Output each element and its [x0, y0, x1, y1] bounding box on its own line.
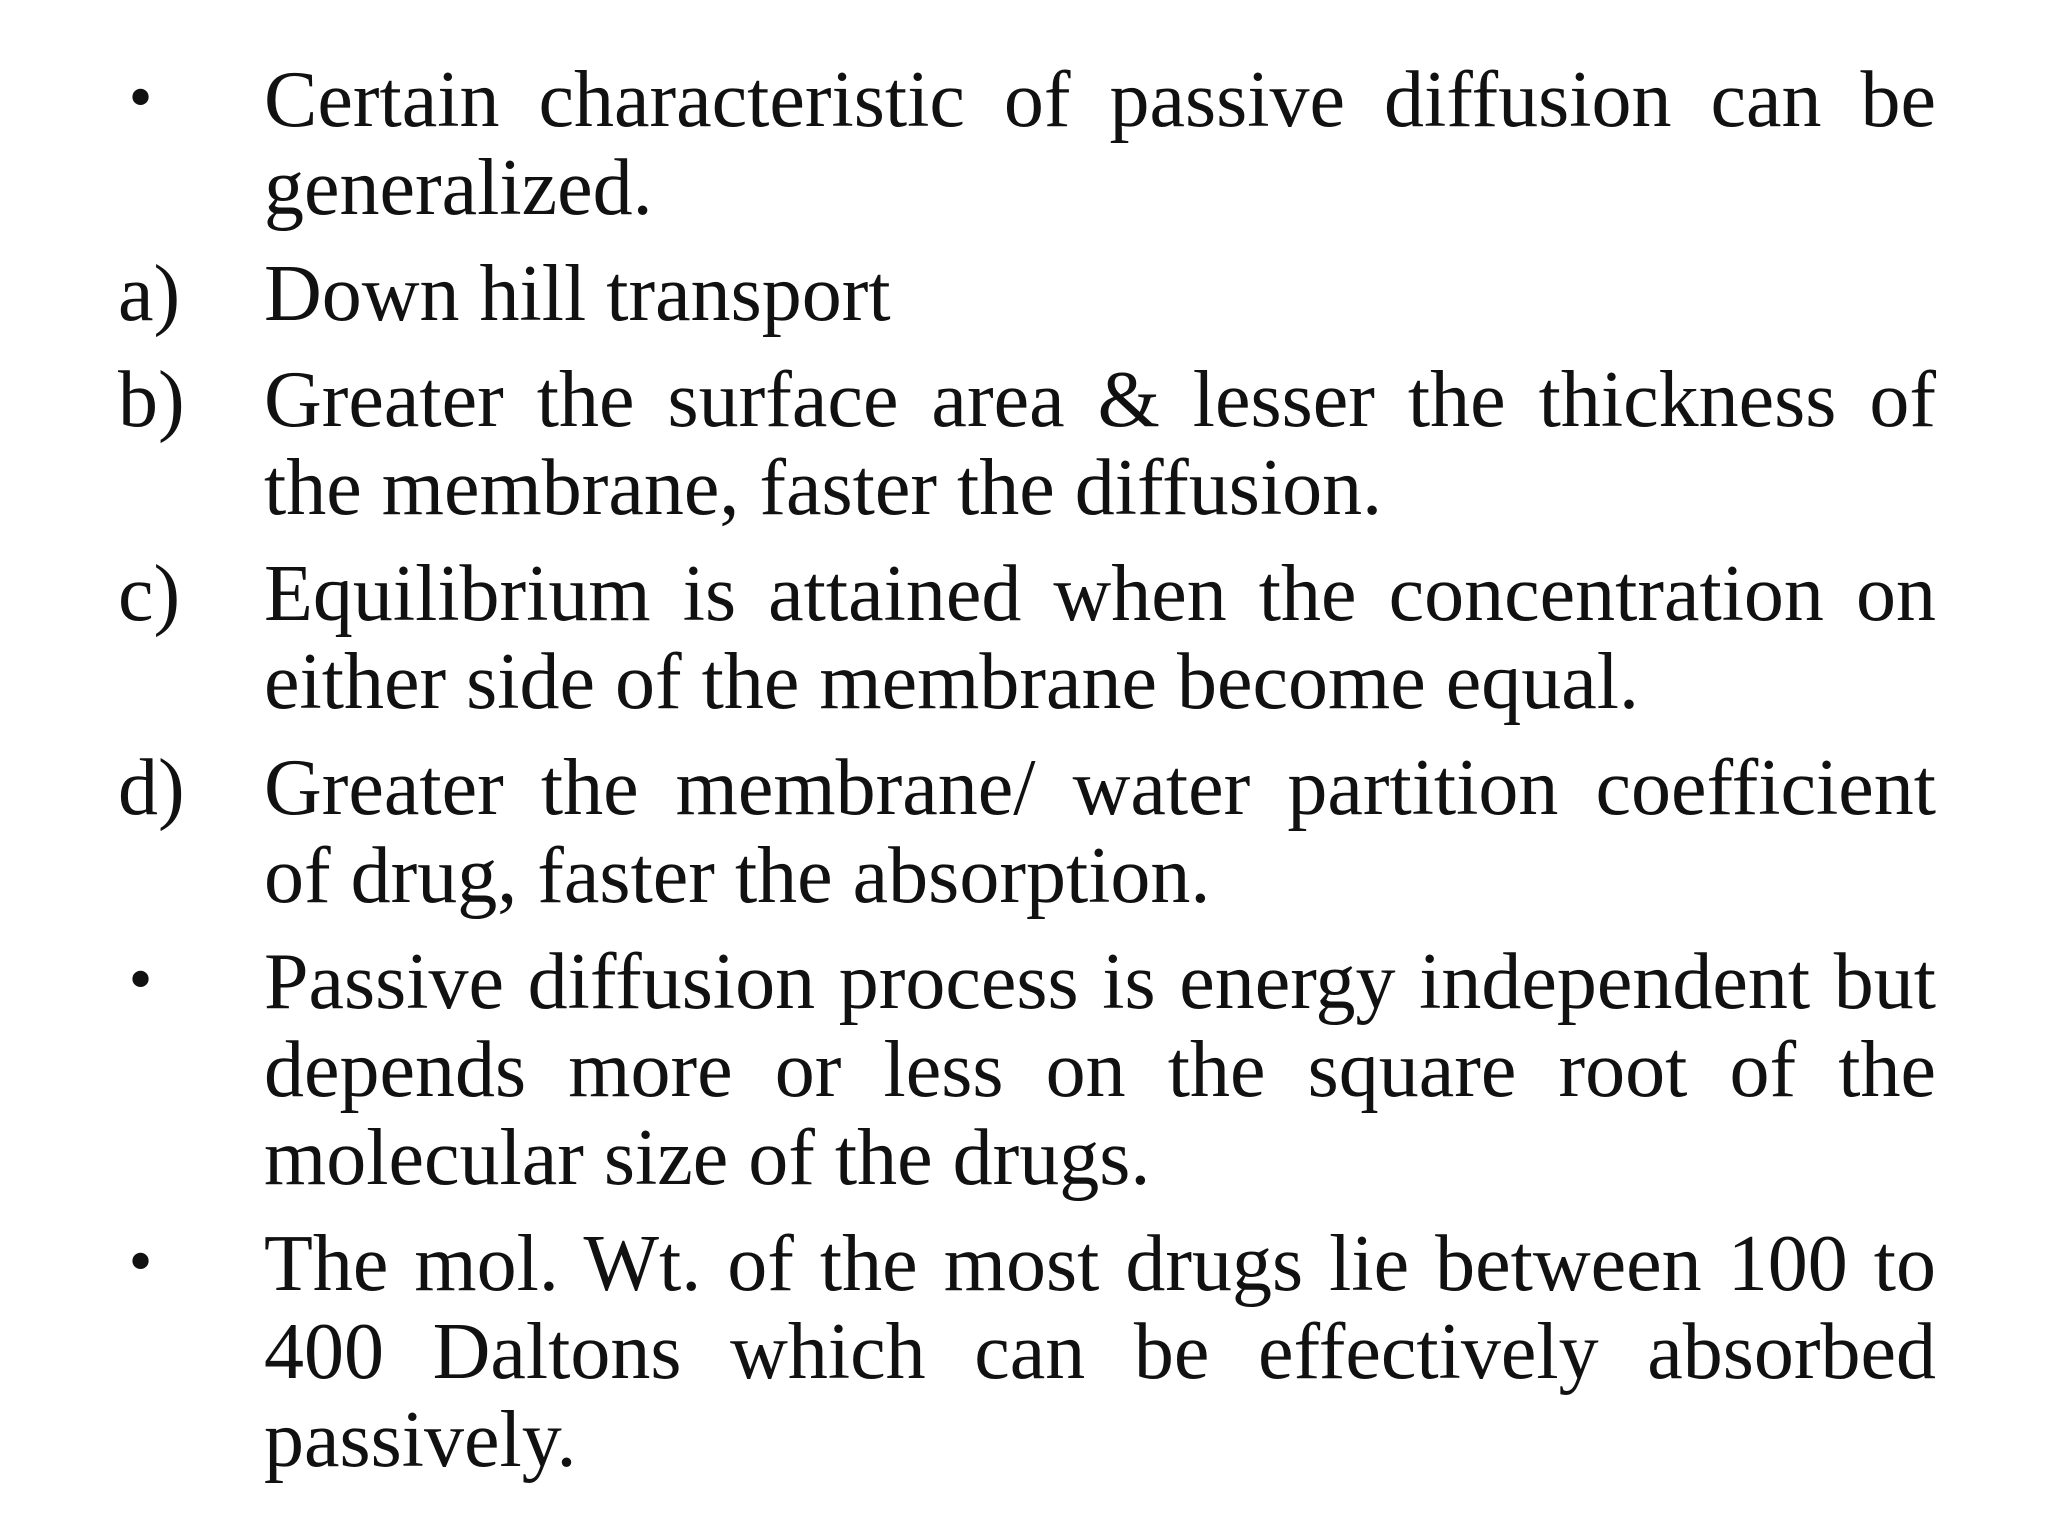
list-item-text: Equilibrium is attained when the concentration on either side of the membrane become equal. [264, 550, 1936, 726]
list-item-text: Certain characteristic of passive diffusion can be generalized. [264, 56, 1936, 232]
letter-marker: b) [118, 356, 185, 444]
bullet-marker: • [124, 949, 158, 1014]
letter-marker: c) [118, 550, 181, 638]
list-item-text: The mol. Wt. of the most drugs lie between 100 to 400 Daltons which can be effectively absorbed passively. [264, 1220, 1936, 1484]
list-item-text: Greater the surface area & lesser the thickness of the membrane, faster the diffusion. [264, 356, 1936, 532]
list-item [118, 744, 1936, 920]
list-item [118, 938, 1936, 1202]
list-item [118, 56, 1936, 232]
bullet-marker: • [124, 1231, 158, 1296]
list-item-text: Greater the membrane/ water partition coefficient of drug, faster the absorption. [264, 744, 1936, 920]
letter-marker: d) [118, 744, 185, 832]
content-list [118, 56, 1936, 1502]
list-item-text: Down hill transport [264, 250, 891, 338]
list-item [118, 1220, 1936, 1484]
list-item-text: Passive diffusion process is energy independent but depends more or less on the square root of the molecular size of the drugs. [264, 938, 1936, 1202]
letter-marker: a) [118, 250, 181, 338]
list-item [118, 550, 1936, 726]
list-item [118, 250, 1936, 338]
list-item [118, 356, 1936, 532]
bullet-marker: • [124, 67, 158, 132]
